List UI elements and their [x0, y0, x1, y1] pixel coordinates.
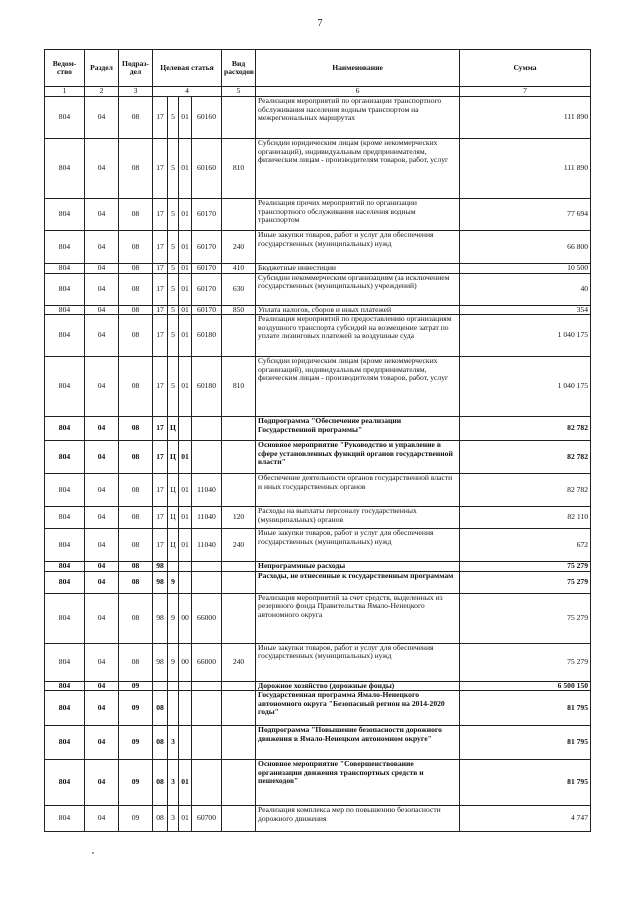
department-cell: 804: [45, 139, 85, 199]
program-code-cell: 98: [153, 643, 168, 681]
sum-cell: 75 279: [460, 593, 591, 643]
subsection-cell: 08: [119, 562, 153, 572]
measure-code-cell: [179, 562, 192, 572]
measure-code-cell: 01: [179, 231, 192, 264]
program-code-cell: 17: [153, 231, 168, 264]
subprogram-code-cell: 5: [168, 273, 179, 305]
department-cell: 804: [45, 562, 85, 572]
item-name-cell: Бюджетные инвестиции: [256, 264, 460, 274]
program-code-cell: 17: [153, 305, 168, 315]
department-cell: 804: [45, 593, 85, 643]
section-cell: 04: [85, 474, 119, 507]
direction-code-cell: 60160: [192, 139, 222, 199]
department-cell: 804: [45, 726, 85, 760]
direction-code-cell: 66000: [192, 593, 222, 643]
program-code-cell: 17: [153, 315, 168, 357]
section-cell: 04: [85, 199, 119, 231]
measure-code-cell: 01: [179, 474, 192, 507]
program-code-cell: 17: [153, 507, 168, 529]
program-code-cell: 08: [153, 806, 168, 832]
sum-cell: 672: [460, 529, 591, 562]
section-cell: 04: [85, 571, 119, 593]
department-cell: 804: [45, 441, 85, 474]
expense-type-cell: 410: [222, 264, 256, 274]
table-row: [45, 726, 591, 760]
program-code-cell: 17: [153, 441, 168, 474]
department-cell: 804: [45, 474, 85, 507]
program-code-cell: 98: [153, 562, 168, 572]
subsection-cell: 08: [119, 315, 153, 357]
program-code-cell: 17: [153, 199, 168, 231]
program-code-cell: 17: [153, 357, 168, 417]
header-target-article: Целевая статья: [153, 50, 222, 87]
sum-cell: 354: [460, 305, 591, 315]
direction-code-cell: 60170: [192, 305, 222, 315]
item-name-cell: Подпрограмма "Обеспечение реализации Государственной программы": [256, 417, 460, 441]
department-cell: 804: [45, 691, 85, 726]
expense-type-cell: 850: [222, 305, 256, 315]
expense-type-cell: [222, 691, 256, 726]
table-row: [45, 357, 591, 417]
sum-cell: 82 110: [460, 507, 591, 529]
header-index: 7: [460, 87, 591, 97]
header-expense-type: Вид расходов: [222, 50, 256, 87]
header-index: 3: [119, 87, 153, 97]
subsection-cell: 08: [119, 593, 153, 643]
subsection-cell: 09: [119, 726, 153, 760]
sum-cell: 81 795: [460, 691, 591, 726]
table-row: [45, 806, 591, 832]
item-name-cell: Основное мероприятие "Совершенствование организации движения транспортных средств и пешеходов": [256, 760, 460, 806]
header-index: 1: [45, 87, 85, 97]
header-section: Раздел: [85, 50, 119, 87]
subprogram-code-cell: [168, 691, 179, 726]
department-cell: 804: [45, 199, 85, 231]
item-name-cell: Дорожное хозяйство (дорожные фонды): [256, 681, 460, 691]
direction-code-cell: [192, 726, 222, 760]
direction-code-cell: 60180: [192, 357, 222, 417]
section-cell: 04: [85, 562, 119, 572]
item-name-cell: Субсидии некоммерческим организациям (за исключением государственных (муниципальных) учреждений): [256, 273, 460, 305]
program-code-cell: 98: [153, 571, 168, 593]
expense-type-cell: [222, 571, 256, 593]
direction-code-cell: [192, 571, 222, 593]
sum-cell: 77 694: [460, 199, 591, 231]
expense-type-cell: 810: [222, 357, 256, 417]
item-name-cell: Уплата налогов, сборов и иных платежей: [256, 305, 460, 315]
subprogram-code-cell: 5: [168, 305, 179, 315]
item-name-cell: Основное мероприятие "Руководство и управление в сфере установленных функций органов государственной власти": [256, 441, 460, 474]
item-name-cell: Реализация прочих мероприятий по организации транспортного обслуживания населения водным транспортом: [256, 199, 460, 231]
measure-code-cell: [179, 417, 192, 441]
item-name-cell: Расходы, не отнесенные к государственным программам: [256, 571, 460, 593]
subsection-cell: 08: [119, 97, 153, 139]
sum-cell: 66 800: [460, 231, 591, 264]
department-cell: 804: [45, 305, 85, 315]
subprogram-code-cell: Ц: [168, 474, 179, 507]
header-department: Ведом-ство: [45, 50, 85, 87]
sum-cell: 75 279: [460, 643, 591, 681]
header-sum: Сумма: [460, 50, 591, 87]
department-cell: 804: [45, 806, 85, 832]
program-code-cell: 17: [153, 474, 168, 507]
department-cell: 804: [45, 417, 85, 441]
header-subsection: Подраз-дел: [119, 50, 153, 87]
expense-type-cell: [222, 441, 256, 474]
item-name-cell: Реализация комплекса мер по повышению безопасности дорожного движения: [256, 806, 460, 832]
table-row: [45, 315, 591, 357]
expense-type-cell: [222, 474, 256, 507]
section-cell: 04: [85, 315, 119, 357]
subsection-cell: 08: [119, 474, 153, 507]
header-index: 5: [222, 87, 256, 97]
table-row: [45, 139, 591, 199]
sum-cell: 81 795: [460, 760, 591, 806]
section-cell: 04: [85, 441, 119, 474]
subsection-cell: 08: [119, 231, 153, 264]
expense-type-cell: [222, 593, 256, 643]
table-row: [45, 507, 591, 529]
header-index: 2: [85, 87, 119, 97]
subprogram-code-cell: 3: [168, 760, 179, 806]
department-cell: 804: [45, 643, 85, 681]
measure-code-cell: [179, 571, 192, 593]
program-code-cell: 17: [153, 273, 168, 305]
program-code-cell: 17: [153, 97, 168, 139]
sum-cell: 75 279: [460, 571, 591, 593]
table-row: [45, 562, 591, 572]
measure-code-cell: 00: [179, 593, 192, 643]
table-row: [45, 441, 591, 474]
section-cell: 04: [85, 806, 119, 832]
section-cell: 04: [85, 529, 119, 562]
item-name-cell: Иные закупки товаров, работ и услуг для обеспечения государственных (муниципальных) нужд: [256, 529, 460, 562]
measure-code-cell: 01: [179, 315, 192, 357]
expense-type-cell: [222, 562, 256, 572]
direction-code-cell: 60170: [192, 231, 222, 264]
subsection-cell: 09: [119, 806, 153, 832]
subprogram-code-cell: [168, 562, 179, 572]
direction-code-cell: 60170: [192, 264, 222, 274]
department-cell: 804: [45, 529, 85, 562]
sum-cell: 1 040 175: [460, 357, 591, 417]
section-cell: 04: [85, 273, 119, 305]
subprogram-code-cell: 5: [168, 357, 179, 417]
sum-cell: 82 782: [460, 441, 591, 474]
subprogram-code-cell: 3: [168, 806, 179, 832]
direction-code-cell: 66000: [192, 643, 222, 681]
subsection-cell: 09: [119, 681, 153, 691]
item-name-cell: Государственная программа Ямало-Ненецкого автономного округа "Безопасный регион на 2014-2020 годы": [256, 691, 460, 726]
expense-type-cell: 240: [222, 231, 256, 264]
program-code-cell: 17: [153, 417, 168, 441]
direction-code-cell: 60170: [192, 273, 222, 305]
subprogram-code-cell: Ц: [168, 507, 179, 529]
sum-cell: 82 782: [460, 474, 591, 507]
subprogram-code-cell: Ц: [168, 417, 179, 441]
table-row: [45, 417, 591, 441]
section-cell: 04: [85, 760, 119, 806]
subsection-cell: 08: [119, 139, 153, 199]
department-cell: 804: [45, 571, 85, 593]
table-row: [45, 264, 591, 274]
subsection-cell: 08: [119, 273, 153, 305]
item-name-cell: Реализация мероприятий по организации транспортного обслуживания населения водным транспортом на межрегиональных маршрутах: [256, 97, 460, 139]
item-name-cell: Реализация мероприятий по предоставлению организациям воздушного транспорта субсидий на возмещение затрат по уплате лизинговых платежей за воздушные суда: [256, 315, 460, 357]
table-body: [45, 97, 591, 832]
section-cell: 04: [85, 231, 119, 264]
department-cell: 804: [45, 231, 85, 264]
direction-code-cell: [192, 562, 222, 572]
program-code-cell: 17: [153, 264, 168, 274]
direction-code-cell: 60180: [192, 315, 222, 357]
direction-code-cell: 11040: [192, 529, 222, 562]
table-row: [45, 97, 591, 139]
section-cell: 04: [85, 681, 119, 691]
sum-cell: 111 890: [460, 97, 591, 139]
subprogram-code-cell: [168, 681, 179, 691]
subprogram-code-cell: 5: [168, 139, 179, 199]
section-cell: 04: [85, 417, 119, 441]
item-name-cell: Субсидии юридическим лицам (кроме некоммерческих организаций), индивидуальным предпринимателям, физическим лицам - производителям товаров, работ, услуг: [256, 357, 460, 417]
direction-code-cell: [192, 760, 222, 806]
department-cell: 804: [45, 273, 85, 305]
department-cell: 804: [45, 97, 85, 139]
header-name: Наименование: [256, 50, 460, 87]
program-code-cell: 17: [153, 139, 168, 199]
subsection-cell: 08: [119, 417, 153, 441]
direction-code-cell: 60170: [192, 199, 222, 231]
measure-code-cell: 01: [179, 273, 192, 305]
subprogram-code-cell: 9: [168, 643, 179, 681]
subprogram-code-cell: 5: [168, 264, 179, 274]
sum-cell: 40: [460, 273, 591, 305]
program-code-cell: 17: [153, 529, 168, 562]
subsection-cell: 08: [119, 441, 153, 474]
section-cell: 04: [85, 691, 119, 726]
measure-code-cell: 01: [179, 97, 192, 139]
page-number: 7: [317, 18, 323, 29]
subsection-cell: 08: [119, 199, 153, 231]
expense-type-cell: [222, 806, 256, 832]
sum-cell: 1 040 175: [460, 315, 591, 357]
program-code-cell: 08: [153, 760, 168, 806]
sum-cell: 4 747: [460, 806, 591, 832]
table-header: [45, 50, 591, 97]
sum-cell: 75 279: [460, 562, 591, 572]
item-name-cell: Подпрограмма "Повышение безопасности дорожного движения в Ямало-Ненецком автономном округе": [256, 726, 460, 760]
table-row: [45, 760, 591, 806]
expense-type-cell: [222, 199, 256, 231]
expense-type-cell: 630: [222, 273, 256, 305]
item-name-cell: Непрограммные расходы: [256, 562, 460, 572]
subprogram-code-cell: 5: [168, 199, 179, 231]
department-cell: 804: [45, 315, 85, 357]
measure-code-cell: 01: [179, 760, 192, 806]
direction-code-cell: 11040: [192, 474, 222, 507]
expense-type-cell: [222, 97, 256, 139]
measure-code-cell: 01: [179, 529, 192, 562]
section-cell: 04: [85, 726, 119, 760]
item-name-cell: Иные закупки товаров, работ и услуг для обеспечения государственных (муниципальных) нужд: [256, 643, 460, 681]
table-row: [45, 529, 591, 562]
subprogram-code-cell: 5: [168, 231, 179, 264]
direction-code-cell: 11040: [192, 507, 222, 529]
direction-code-cell: [192, 417, 222, 441]
measure-code-cell: 00: [179, 643, 192, 681]
item-name-cell: Иные закупки товаров, работ и услуг для обеспечения государственных (муниципальных) нужд: [256, 231, 460, 264]
budget-table: [44, 49, 591, 832]
item-name-cell: Обеспечение деятельности органов государственной власти и иных государственных органов: [256, 474, 460, 507]
header-index: 4: [153, 87, 222, 97]
item-name-cell: Реализация мероприятий за счет средств, выделенных из резервного фонда Правительства Ямало-Ненецкого автономного округа: [256, 593, 460, 643]
department-cell: 804: [45, 681, 85, 691]
sum-cell: 6 500 150: [460, 681, 591, 691]
section-cell: 04: [85, 305, 119, 315]
expense-type-cell: [222, 681, 256, 691]
sum-cell: 81 795: [460, 726, 591, 760]
item-name-cell: Субсидии юридическим лицам (кроме некоммерческих организаций), индивидуальным предпринимателям, физическим лицам - производителям товаров, работ, услуг: [256, 139, 460, 199]
sum-cell: 111 890: [460, 139, 591, 199]
department-cell: 804: [45, 760, 85, 806]
expense-type-cell: [222, 315, 256, 357]
expense-type-cell: [222, 726, 256, 760]
program-code-cell: [153, 681, 168, 691]
table-row: [45, 571, 591, 593]
subprogram-code-cell: 5: [168, 97, 179, 139]
subsection-cell: 08: [119, 643, 153, 681]
section-cell: 04: [85, 593, 119, 643]
program-code-cell: 08: [153, 726, 168, 760]
direction-code-cell: 60160: [192, 97, 222, 139]
subprogram-code-cell: 3: [168, 726, 179, 760]
direction-code-cell: [192, 441, 222, 474]
item-name-cell: Расходы на выплаты персоналу государственных (муниципальных) органов: [256, 507, 460, 529]
subprogram-code-cell: Ц: [168, 441, 179, 474]
department-cell: 804: [45, 357, 85, 417]
subprogram-code-cell: 5: [168, 315, 179, 357]
page-mark: [92, 852, 94, 854]
section-cell: 04: [85, 643, 119, 681]
direction-code-cell: 60700: [192, 806, 222, 832]
measure-code-cell: 01: [179, 806, 192, 832]
expense-type-cell: 810: [222, 139, 256, 199]
expense-type-cell: [222, 760, 256, 806]
direction-code-cell: [192, 691, 222, 726]
subsection-cell: 09: [119, 691, 153, 726]
measure-code-cell: 01: [179, 441, 192, 474]
table-row: [45, 681, 591, 691]
measure-code-cell: 01: [179, 357, 192, 417]
subprogram-code-cell: 9: [168, 571, 179, 593]
section-cell: 04: [85, 264, 119, 274]
measure-code-cell: 01: [179, 139, 192, 199]
table-row: [45, 231, 591, 264]
subsection-cell: 08: [119, 507, 153, 529]
direction-code-cell: [192, 681, 222, 691]
table-row: [45, 474, 591, 507]
subprogram-code-cell: 9: [168, 593, 179, 643]
program-code-cell: 08: [153, 691, 168, 726]
expense-type-cell: 120: [222, 507, 256, 529]
header-index-row: [45, 87, 591, 97]
measure-code-cell: 01: [179, 264, 192, 274]
table-row: [45, 691, 591, 726]
subsection-cell: 08: [119, 571, 153, 593]
table-row: [45, 593, 591, 643]
measure-code-cell: [179, 691, 192, 726]
sum-cell: 82 782: [460, 417, 591, 441]
subsection-cell: 08: [119, 305, 153, 315]
table-row: [45, 273, 591, 305]
header-index: 6: [256, 87, 460, 97]
expense-type-cell: 240: [222, 643, 256, 681]
table-row: [45, 305, 591, 315]
measure-code-cell: 01: [179, 507, 192, 529]
measure-code-cell: 01: [179, 305, 192, 315]
department-cell: 804: [45, 264, 85, 274]
subsection-cell: 09: [119, 760, 153, 806]
expense-type-cell: [222, 417, 256, 441]
subprogram-code-cell: Ц: [168, 529, 179, 562]
expense-type-cell: 240: [222, 529, 256, 562]
section-cell: 04: [85, 507, 119, 529]
subsection-cell: 08: [119, 357, 153, 417]
section-cell: 04: [85, 357, 119, 417]
section-cell: 04: [85, 97, 119, 139]
measure-code-cell: 01: [179, 199, 192, 231]
department-cell: 804: [45, 507, 85, 529]
measure-code-cell: [179, 681, 192, 691]
program-code-cell: 98: [153, 593, 168, 643]
table-row: [45, 199, 591, 231]
subsection-cell: 08: [119, 264, 153, 274]
table-row: [45, 643, 591, 681]
sum-cell: 10 500: [460, 264, 591, 274]
section-cell: 04: [85, 139, 119, 199]
measure-code-cell: [179, 726, 192, 760]
subsection-cell: 08: [119, 529, 153, 562]
